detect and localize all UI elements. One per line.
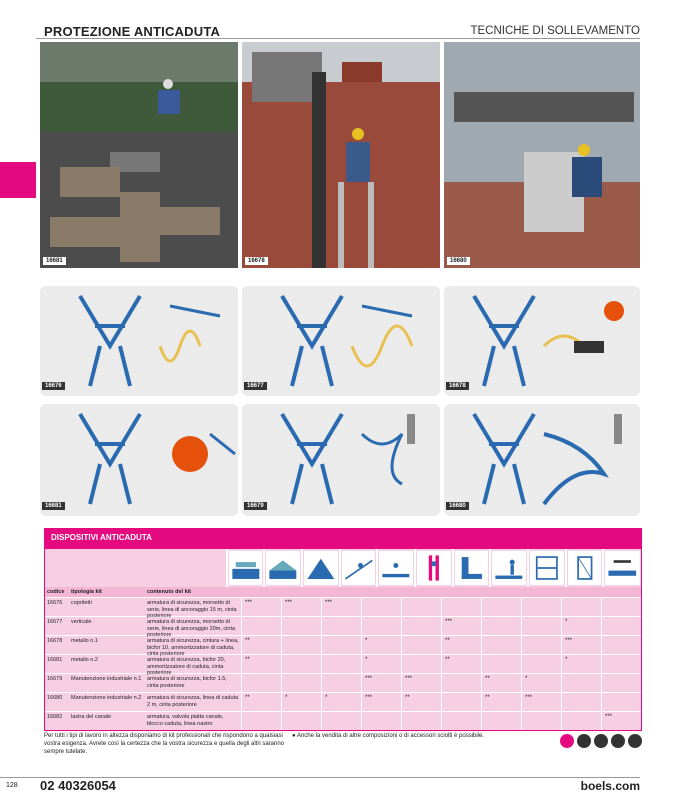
rating-cell xyxy=(561,712,601,730)
rating-cell: *** xyxy=(361,674,401,692)
roof-flat-pictogram xyxy=(227,549,265,587)
rating-cell xyxy=(601,617,641,635)
row-code: 16680 xyxy=(47,695,63,701)
row-type: verticale xyxy=(71,619,92,625)
rating-cell xyxy=(441,712,481,730)
rating-cell: *** xyxy=(321,598,361,616)
rating-cell: *** xyxy=(281,598,321,616)
page-title: PROTEZIONE ANTICADUTA xyxy=(44,24,221,39)
product-code-label: 16679 xyxy=(244,502,267,510)
product-code-label: 16681 xyxy=(42,502,65,510)
col-header-content: contenuto del kit xyxy=(147,589,191,595)
header-divider xyxy=(36,38,640,39)
worker-slope-pictogram xyxy=(340,549,378,587)
rating-cell xyxy=(241,617,281,635)
footer-note-middle: ● Anche la vendita di altre composizioni o di accessori sciolti è possibile. xyxy=(292,733,485,739)
tower-pictogram xyxy=(566,549,604,587)
roof-sloped-pictogram xyxy=(264,549,302,587)
row-content: armatura di sicurezza, bicfor 1.5, cinta posteriore xyxy=(147,676,227,689)
product-card xyxy=(40,404,238,516)
wall-pictogram xyxy=(453,549,491,587)
table-title: DISPOSITIVI ANTICADUTA xyxy=(45,529,641,549)
rating-cell: ** xyxy=(481,674,521,692)
col-header-code: codice xyxy=(47,589,65,595)
table-row xyxy=(45,692,641,711)
rating-cell xyxy=(481,636,521,654)
harness-icon xyxy=(594,734,608,748)
rating-cell xyxy=(361,617,401,635)
rating-cell: ** xyxy=(481,693,521,711)
row-type: lastra del canale xyxy=(71,714,112,720)
rating-cell: * xyxy=(521,674,561,692)
product-card xyxy=(242,404,440,516)
ladder-climb-pictogram xyxy=(415,549,453,587)
rating-cell: *** xyxy=(241,598,281,616)
table-row xyxy=(45,597,641,619)
rating-cell xyxy=(521,712,561,730)
rating-cell xyxy=(321,617,361,635)
rating-cell: ** xyxy=(401,693,441,711)
rating-cell xyxy=(321,636,361,654)
rating-cell: * xyxy=(321,693,361,711)
rating-cell: * xyxy=(561,617,601,635)
row-type: Manutenzione industriale n.1 xyxy=(71,676,142,682)
rating-cell: * xyxy=(561,655,601,673)
rating-cell: * xyxy=(281,693,321,711)
rating-cell xyxy=(401,636,441,654)
rating-cell xyxy=(561,693,601,711)
rating-cell: *** xyxy=(441,617,481,635)
product-code-label: 16678 xyxy=(446,382,469,390)
row-code: 16679 xyxy=(47,676,63,682)
rating-cell: ** xyxy=(241,655,281,673)
rating-cell xyxy=(521,655,561,673)
rating-cell xyxy=(481,712,521,730)
photo-code-label: 16678 xyxy=(245,257,268,265)
rating-cell: *** xyxy=(601,712,641,730)
row-content: armatura di sicurezza, morsetto di serie, linea di ancoraggio 15 m, cinta posteriore xyxy=(147,600,237,619)
rating-cell xyxy=(281,636,321,654)
rating-cell xyxy=(401,617,441,635)
table-row xyxy=(45,711,641,730)
photo-ladder-worker xyxy=(242,42,440,268)
row-type: Manutenzione industriale n.2 xyxy=(71,695,142,701)
row-content: armatura di sicurezza, bicfor 20, ammortizzatore di caduta, cinta posteriore xyxy=(147,657,226,676)
rating-cell xyxy=(521,598,561,616)
helmet-icon xyxy=(628,734,642,748)
rating-cell xyxy=(601,598,641,616)
pink-tab-marker xyxy=(0,162,36,198)
row-type: metallo n.1 xyxy=(71,638,98,644)
rating-cell: ** xyxy=(241,636,281,654)
phone-number: 02 40326054 xyxy=(40,778,116,793)
row-code: 16681 xyxy=(47,657,63,663)
footer-note-left: Per tutti i tipi di lavoro in altezza disponiamo di kit professionali che rispondono a qualsiasi vostra esigenza. Avrete così la certezza che la vostra sicurezza e quella degli altri saranno sempre tutelate. xyxy=(44,733,285,755)
rating-cell xyxy=(561,598,601,616)
rating-cell: ** xyxy=(441,636,481,654)
table-header-row xyxy=(45,587,641,597)
product-card xyxy=(242,286,440,396)
rating-cell xyxy=(441,674,481,692)
row-content: armatura di sicurezza, cintura + linea, bicfor 10, ammortizzatore di caduta, cinta posteriore xyxy=(147,638,239,657)
ppe-icons xyxy=(560,734,642,748)
rating-cell: *** xyxy=(561,636,601,654)
row-content: armatura di sicurezza, morsetto di serie, linea di ancoraggio 20m, cinta posteriore xyxy=(147,619,236,638)
rating-cell xyxy=(281,655,321,673)
product-card xyxy=(444,404,640,516)
rating-cell xyxy=(601,655,641,673)
rating-cell xyxy=(401,712,441,730)
rating-cell xyxy=(361,598,401,616)
section-title: TECNICHE DI SOLLEVAMENTO xyxy=(470,25,640,37)
rating-cell xyxy=(241,674,281,692)
photo-roof-worker xyxy=(40,42,238,268)
photo-code-label: 16680 xyxy=(447,257,470,265)
rating-cell: *** xyxy=(521,693,561,711)
rating-cell xyxy=(601,636,641,654)
rating-cell xyxy=(481,598,521,616)
rating-cell xyxy=(361,712,401,730)
rating-cell xyxy=(521,617,561,635)
rating-cell: *** xyxy=(361,693,401,711)
rating-cell xyxy=(601,693,641,711)
rating-cell xyxy=(441,598,481,616)
platform-pictogram xyxy=(603,549,641,587)
table-row xyxy=(45,635,641,657)
rating-cell: ** xyxy=(441,655,481,673)
row-content: armatura di sicurezza, linea di caduta 2 m, cinta posteriore xyxy=(147,695,239,708)
pictogram-row xyxy=(45,549,641,587)
product-code-label: 16677 xyxy=(244,382,267,390)
row-code: 16677 xyxy=(47,619,63,625)
rating-cell xyxy=(601,674,641,692)
anticaduta-table xyxy=(44,528,642,731)
photo-code-label: 16681 xyxy=(43,257,66,265)
table-row xyxy=(45,673,641,692)
worker-standing-pictogram xyxy=(490,549,528,587)
rating-cell xyxy=(401,598,441,616)
warning-icon xyxy=(560,734,574,748)
rating-cell: * xyxy=(361,655,401,673)
row-type: metallo n.2 xyxy=(71,657,98,663)
photo-industrial-worker xyxy=(444,42,640,268)
rating-cell xyxy=(481,617,521,635)
rating-cell xyxy=(561,674,601,692)
worker-crouch-pictogram xyxy=(377,549,415,587)
pictogram-spacer xyxy=(45,549,227,587)
row-code: 16682 xyxy=(47,714,63,720)
row-content: armatura, valvola piatta canale, blocco caduta, linea nastro xyxy=(147,714,224,727)
rating-cell xyxy=(481,655,521,673)
product-card xyxy=(444,286,640,396)
table-row xyxy=(45,654,641,676)
rating-cell xyxy=(401,655,441,673)
rating-cell xyxy=(281,712,321,730)
table-footer xyxy=(44,732,642,762)
row-code: 16676 xyxy=(47,600,63,606)
rating-cell xyxy=(521,636,561,654)
col-header-type: tipologia kit xyxy=(71,589,102,595)
rating-cell xyxy=(321,712,361,730)
website-link[interactable]: boels.com xyxy=(580,779,640,793)
roof-steep-pictogram xyxy=(302,549,340,587)
table-row xyxy=(45,616,641,638)
rating-cell xyxy=(281,617,321,635)
product-code-label: 16676 xyxy=(42,382,65,390)
boots-icon xyxy=(611,734,625,748)
rating-cell: *** xyxy=(401,674,441,692)
scaffold-pictogram xyxy=(528,549,566,587)
rating-cell xyxy=(281,674,321,692)
rating-cell xyxy=(441,693,481,711)
rating-cell xyxy=(321,655,361,673)
rating-cell: ** xyxy=(241,693,281,711)
product-card xyxy=(40,286,238,396)
row-type: copritetti xyxy=(71,600,92,606)
page-number: 128 xyxy=(6,782,18,789)
row-code: 16678 xyxy=(47,638,63,644)
product-code-label: 16680 xyxy=(446,502,469,510)
rating-cell xyxy=(241,712,281,730)
rating-cell xyxy=(321,674,361,692)
rating-cell: * xyxy=(361,636,401,654)
gloves-icon xyxy=(577,734,591,748)
